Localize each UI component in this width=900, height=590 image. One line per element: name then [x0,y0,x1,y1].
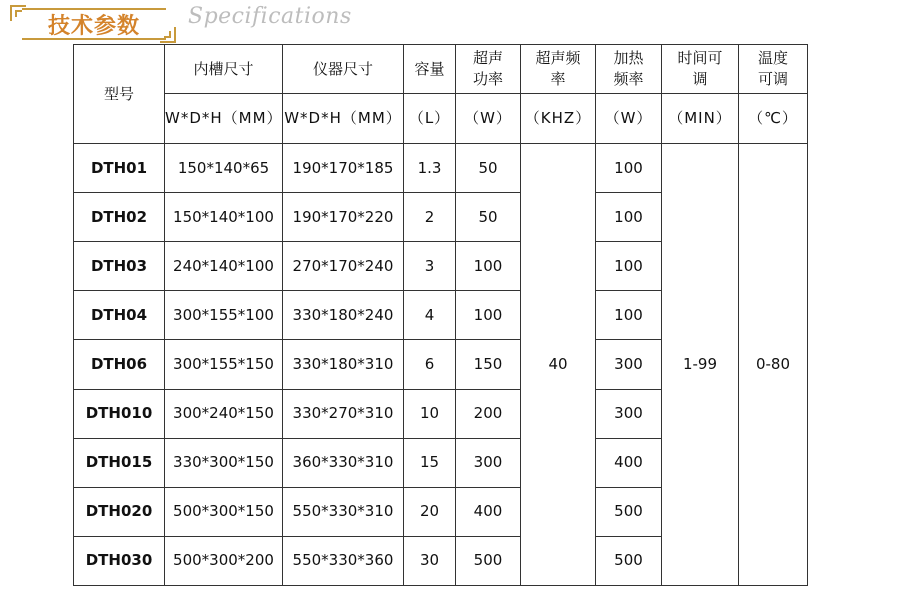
cell-model: DTH020 [74,487,165,536]
table-header-row [74,45,808,94]
cell-capacity: 20 [404,487,456,536]
cell-capacity: 30 [404,536,456,585]
section-subtitle: Specifications [188,4,352,29]
cell-instrument-size: 330*180*310 [283,340,404,389]
cell-inner-size: 330*300*150 [165,438,283,487]
unit-frequency: （KHZ） [521,94,596,144]
cell-instrument-size: 550*330*360 [283,536,404,585]
header-ultrasonic-power: 超声 功率 [456,45,521,94]
cell-heating: 100 [596,144,662,193]
cell-frequency-merged: 40 [521,144,596,586]
cell-heating: 400 [596,438,662,487]
cell-instrument-size: 270*170*240 [283,242,404,291]
cell-inner-size: 150*140*65 [165,144,283,193]
header-inner-size: 内槽尺寸 [165,45,283,94]
cell-model: DTH030 [74,536,165,585]
cell-inner-size: 300*155*150 [165,340,283,389]
cell-instrument-size: 190*170*220 [283,193,404,242]
cell-instrument-size: 550*330*310 [283,487,404,536]
cell-inner-size: 150*140*100 [165,193,283,242]
header-capacity: 容量 [404,45,456,94]
cell-power: 100 [456,242,521,291]
spec-table [73,44,808,586]
header-model: 型号 [74,45,165,144]
cell-power: 150 [456,340,521,389]
cell-heating: 100 [596,242,662,291]
cell-heating: 500 [596,487,662,536]
cell-model: DTH02 [74,193,165,242]
header-instrument-size: 仪器尺寸 [283,45,404,94]
cell-heating: 500 [596,536,662,585]
cell-heating: 300 [596,340,662,389]
cell-heating: 100 [596,193,662,242]
cell-inner-size: 300*240*150 [165,389,283,438]
unit-capacity: （L） [404,94,456,144]
cell-instrument-size: 190*170*185 [283,144,404,193]
cell-capacity: 6 [404,340,456,389]
cell-model: DTH04 [74,291,165,340]
cell-model: DTH010 [74,389,165,438]
cell-inner-size: 500*300*150 [165,487,283,536]
cell-power: 200 [456,389,521,438]
unit-instrument-size: W*D*H（MM） [283,94,404,144]
cell-heating: 100 [596,291,662,340]
unit-power: （W） [456,94,521,144]
cell-capacity: 3 [404,242,456,291]
cell-instrument-size: 330*270*310 [283,389,404,438]
cell-power: 300 [456,438,521,487]
section-title: 技术参数 [22,8,166,40]
header-temperature-adjustable: 温度 可调 [739,45,808,94]
unit-temperature: （℃） [739,94,808,144]
cell-model: DTH03 [74,242,165,291]
section-header [0,0,900,44]
cell-power: 50 [456,144,521,193]
cell-model: DTH01 [74,144,165,193]
cell-inner-size: 500*300*200 [165,536,283,585]
cell-heating: 300 [596,389,662,438]
cell-capacity: 1.3 [404,144,456,193]
unit-heating: （W） [596,94,662,144]
cell-inner-size: 240*140*100 [165,242,283,291]
cell-instrument-size: 360*330*310 [283,438,404,487]
cell-instrument-size: 330*180*240 [283,291,404,340]
cell-power: 500 [456,536,521,585]
cell-inner-size: 300*155*100 [165,291,283,340]
table-unit-row [74,94,808,144]
cell-power: 100 [456,291,521,340]
cell-capacity: 15 [404,438,456,487]
cell-power: 400 [456,487,521,536]
unit-inner-size: W*D*H（MM） [165,94,283,144]
cell-capacity: 4 [404,291,456,340]
cell-temperature-merged: 0-80 [739,144,808,586]
cell-power: 50 [456,193,521,242]
header-time-adjustable: 时间可 调 [662,45,739,94]
cell-time-merged: 1-99 [662,144,739,586]
unit-time: （MIN） [662,94,739,144]
header-ultrasonic-frequency: 超声频 率 [521,45,596,94]
cell-capacity: 2 [404,193,456,242]
corner-ornament-bottom-right [160,27,176,43]
cell-model: DTH06 [74,340,165,389]
table-row [74,144,808,193]
cell-capacity: 10 [404,389,456,438]
cell-model: DTH015 [74,438,165,487]
header-heating-power: 加热 频率 [596,45,662,94]
